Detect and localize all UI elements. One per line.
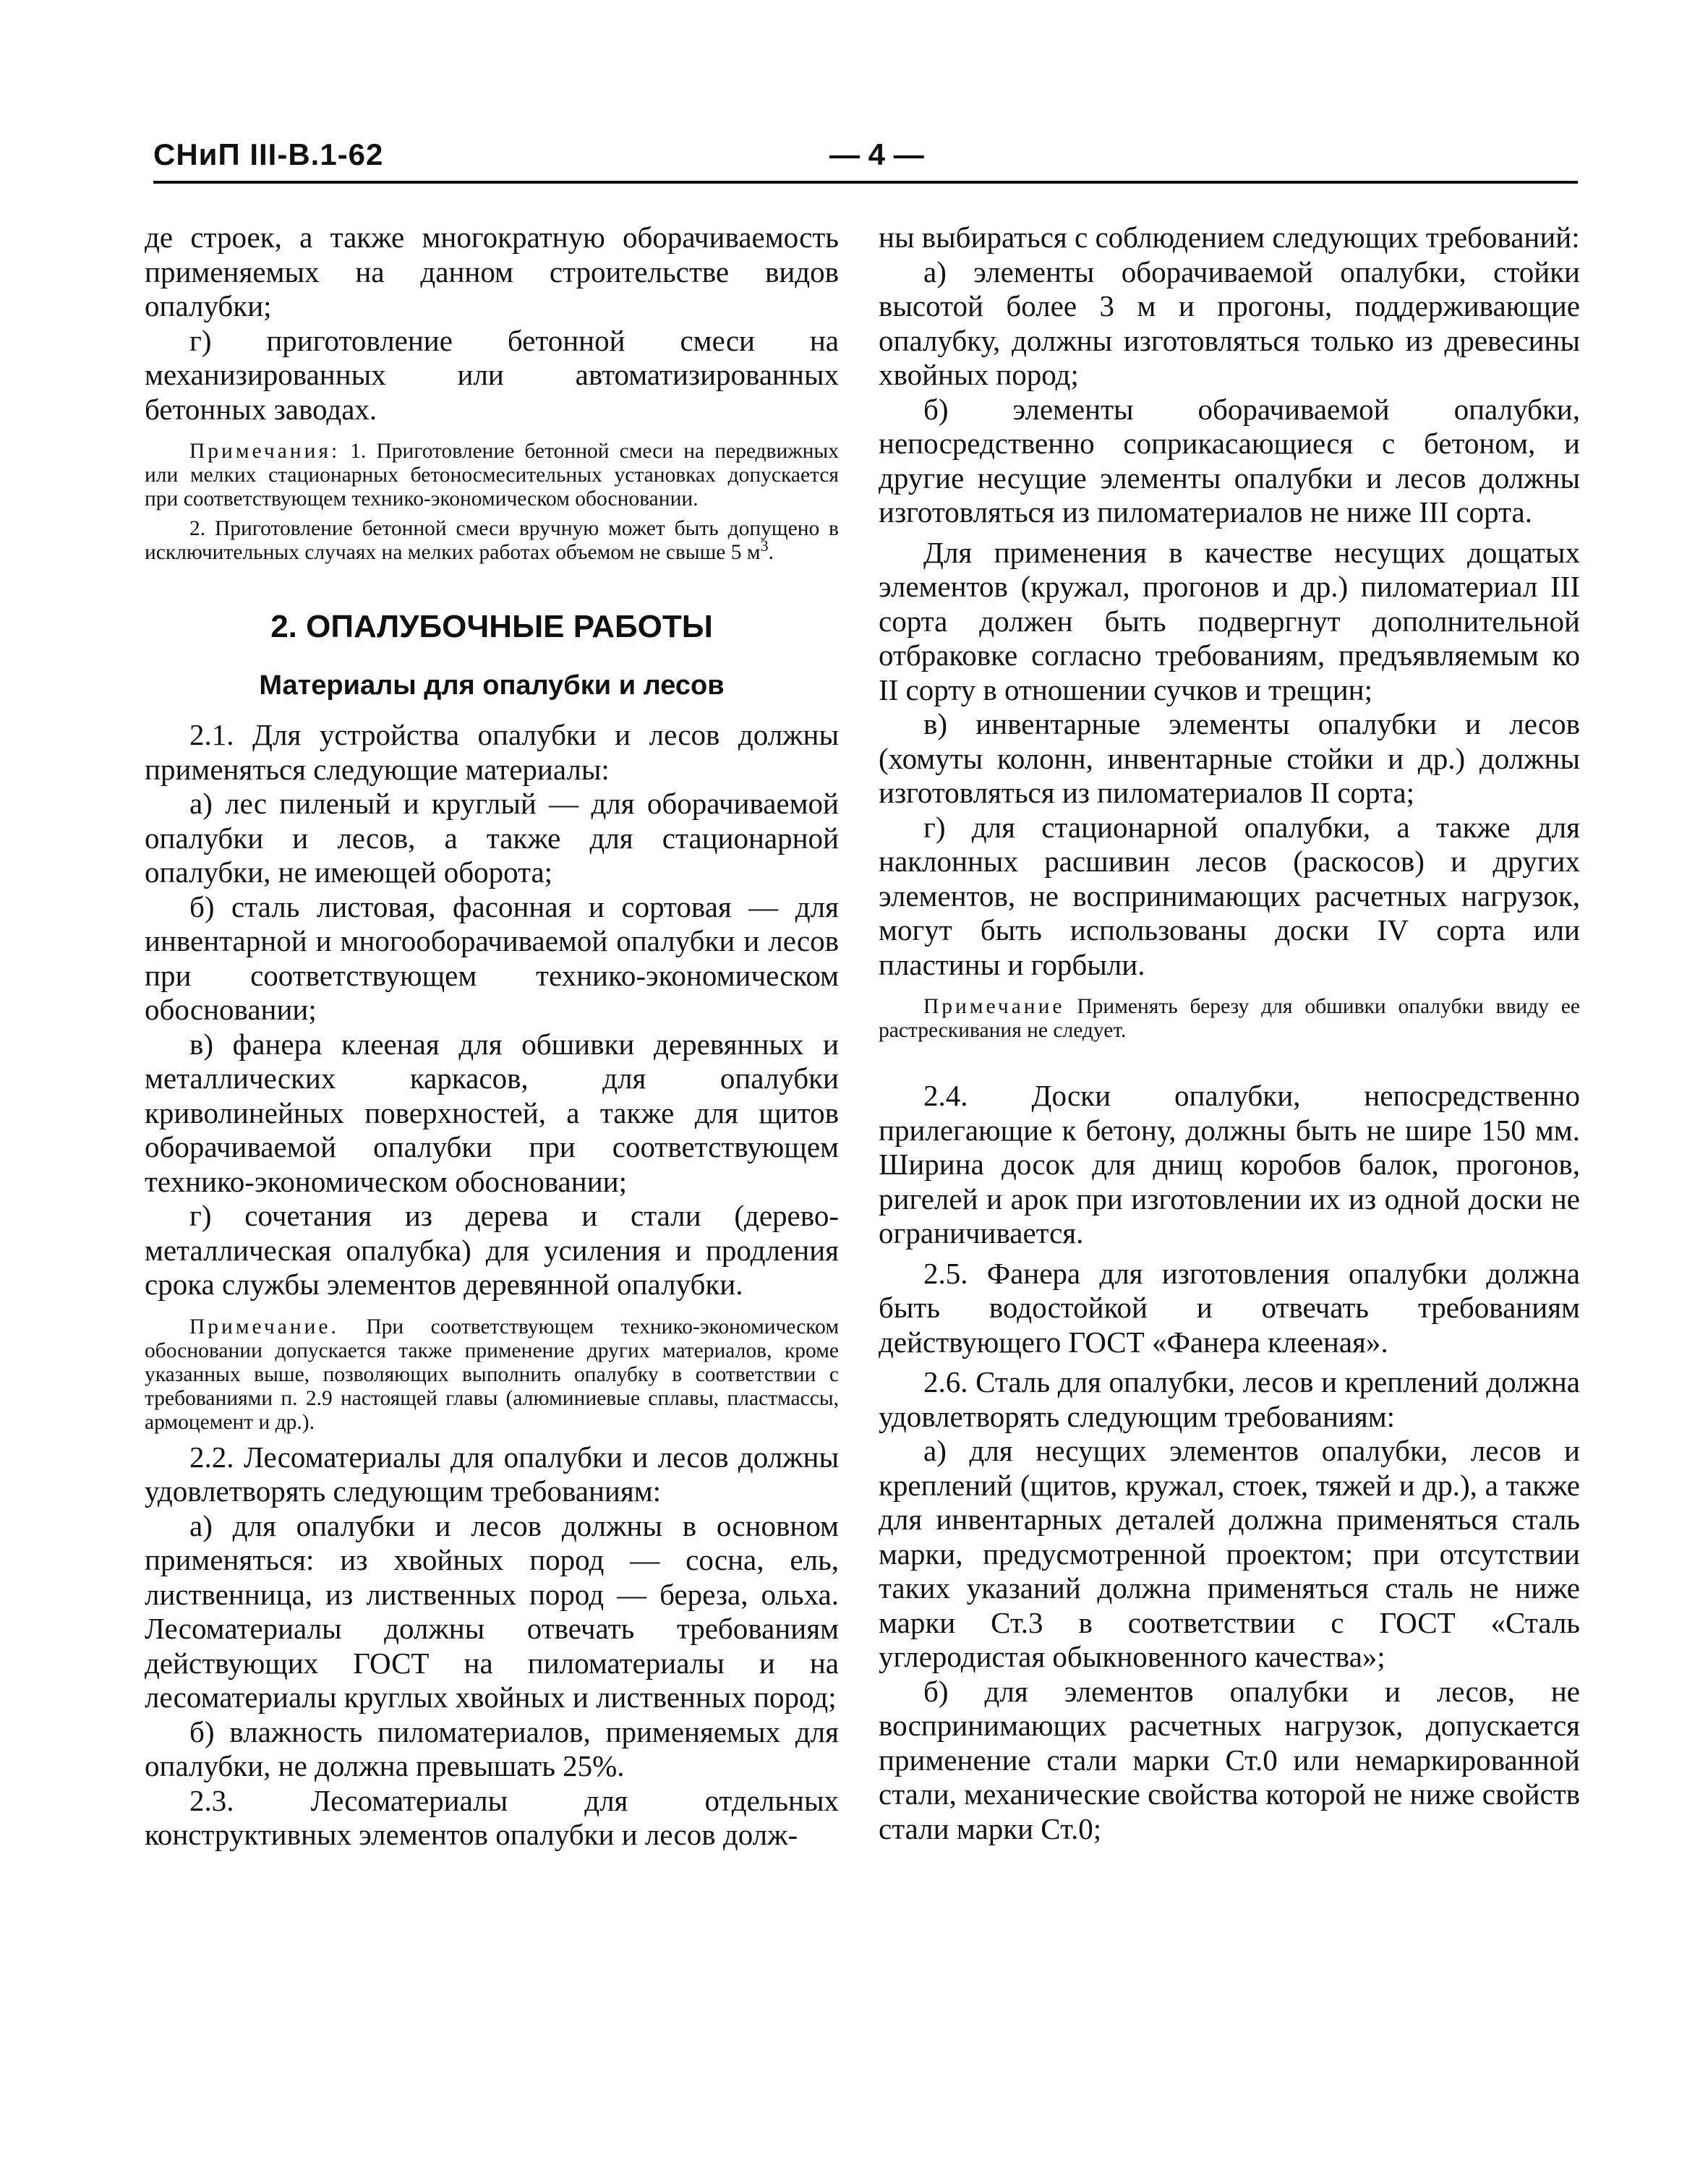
right-column: [879, 221, 1580, 1846]
subsection-title: Материалы для опалубки и лесов: [259, 670, 725, 701]
note-text: 1. Приготовление бетонной смеси на передвижных или мелких стационарных бетоносмесительных установках допускается при соответствующем технико-экономическом обосновании.: [145, 440, 839, 511]
page-number: — 4 —: [829, 137, 924, 171]
paragraph-dosh: Для применения в качестве несущих дощатых элементов (кружал, прогонов и др.) пиломатериал III сорта должен быть подвергнут дополнительной отбраковке согласно требованиям, предъявляемым ко II сорту в отношении сучков и трещин;: [879, 535, 1580, 706]
note-2: [145, 517, 839, 565]
paragraph-2-6-a: а) для несущих элементов опалубки, лесов и креплений (щитов, кружал, стоек, тяжей и др.), а также для инвентарных деталей должна применяться сталь марки, предусмотренной проектом; при отсутствии таких указаний должна применяться сталь не ниже марки Ст.3 в соответствии с ГОСТ «Сталь углеродистая обыкновенного качества»;: [879, 1434, 1580, 1673]
note-label: Примечание: [923, 995, 1065, 1018]
paragraph-item-g: г) для стационарной опалубки, а также для наклонных расшивин лесов (раскосов) и других элементов, не воспринимающих расчетных нагрузок, могут быть использованы доски IV сорта или пластины и горбыли.: [879, 810, 1580, 981]
document-code: СНиП III-В.1-62: [153, 137, 384, 171]
note-label: Примечание.: [189, 1315, 339, 1338]
paragraph-item-b: б) элементы оборачиваемой опалубки, непосредственно соприкасающиеся с бетоном, и другие несущие элементы опалубки и лесов должны изготовляться из пиломатериалов не ниже III сорта.: [879, 392, 1580, 529]
paragraph-item-v: в) инвентарные элементы опалубки и лесов (хомуты колонн, инвентарные стойки и др.) должны изготовляться из пиломатериалов II сорта;: [879, 707, 1580, 809]
paragraph-continued: ны выбираться с соблюдением следующих требований:: [879, 221, 1580, 254]
paragraph-2-2-b: б) влажность пиломатериалов, применяемых для опалубки, не должна превышать 25%.: [145, 1714, 839, 1782]
note-3: [145, 1315, 839, 1435]
paragraph-2-3: 2.3. Лесоматериалы для отдельных конструктивных элементов опалубки и лесов долж-: [145, 1783, 839, 1851]
paragraph-2-1-a: а) лес пиленый и круглый — для оборачиваемой опалубки и лесов, а также для стационарной опалубки, не имеющей оборота;: [145, 787, 839, 889]
paragraph-2-1-g: г) сочетания из дерева и стали (дерево-металлическая опалубка) для усиления и продления срока службы элементов деревянной опалубки.: [145, 1199, 839, 1301]
paragraph-2-5: 2.5. Фанера для изготовления опалубки должна быть водостойкой и отвечать требованиям действующего ГОСТ «Фанера клееная».: [879, 1256, 1580, 1359]
note-text: При соответствующем технико-экономическом обосновании допускается также применение других материалов, кроме указанных выше, позволяющих выполнить опалубку в соответствии с требованиями п. 2.9 настоящей главы (алюминиевые сплавы, пластмассы, армоцемент и др.).: [145, 1315, 839, 1434]
paragraph-2-2-a: а) для опалубки и лесов должны в основном применяться: из хвойных пород — сосна, ель, лиственница, из лиственных пород — береза, ольха. Лесоматериалы должны отвечать требованиям действующих ГОСТ на пиломатериалы и на лесоматериалы круглых хвойных и лиственных пород;: [145, 1508, 839, 1714]
note-text: 2. Приготовление бетонной смеси вручную может быть допущено в исключительных случаях на мелких работах объемом не свыше 5 м: [145, 517, 839, 564]
header-rule: [153, 181, 1578, 184]
superscript: 3: [760, 537, 769, 555]
paragraph-2-1: 2.1. Для устройства опалубки и лесов должны применяться следующие материалы:: [145, 718, 839, 786]
section-title: 2. ОПАЛУБОЧНЫЕ РАБОТЫ: [270, 609, 713, 644]
paragraph-2-1-b: б) сталь листовая, фасонная и сортовая — для инвентарной и многооборачиваемой опалубки и лесов при соответствующем технико-экономическом обосновании;: [145, 889, 839, 1026]
note-label: Примечания:: [189, 440, 341, 463]
paragraph-2-2: 2.2. Лесоматериалы для опалубки и лесов должны удовлетворять следующим требованиям:: [145, 1440, 839, 1508]
note-end: .: [768, 541, 774, 564]
page-header: [153, 137, 1578, 181]
left-column: [145, 221, 839, 1853]
paragraph-2-4: 2.4. Доски опалубки, непосредственно прилегающие к бетону, должны быть не шире 150 мм. Ширина досок для днищ коробов балок, прогонов, ригелей и арок при изготовлении их из одной доски не ограничивается.: [879, 1079, 1580, 1250]
note-birch: [879, 995, 1580, 1043]
paragraph-continued: де строек, а также многократную оборачиваемость применяемых на данном строительстве видов опалубки;: [145, 221, 839, 323]
note-text: Применять березу для обшивки опалубки ввиду ее растрескивания не следует.: [879, 995, 1580, 1042]
paragraph-item-g: г) приготовление бетонной смеси на механизированных или автоматизированных бетонных заводах.: [145, 323, 839, 426]
paragraph-2-1-v: в) фанера клееная для обшивки деревянных и металлических каркасов, для опалубки криволинейных поверхностей, а также для щитов оборачиваемой опалубки при соответствующем технико-экономическом обосновании;: [145, 1027, 839, 1198]
paragraph-2-6: 2.6. Сталь для опалубки, лесов и креплений должна удовлетворять следующим требованиям:: [879, 1365, 1580, 1433]
paragraph-2-6-b: б) для элементов опалубки и лесов, не воспринимающих расчетных нагрузок, допускается применение стали марки Ст.0 или немаркированной стали, механические свойства которой не ниже свойств стали марки Ст.0;: [879, 1674, 1580, 1845]
note-1: [145, 440, 839, 511]
paragraph-item-a: а) элементы оборачиваемой опалубки, стойки высотой более 3 м и прогоны, поддерживающие опалубку, должны изготовляться только из древесины хвойных пород;: [879, 255, 1580, 391]
